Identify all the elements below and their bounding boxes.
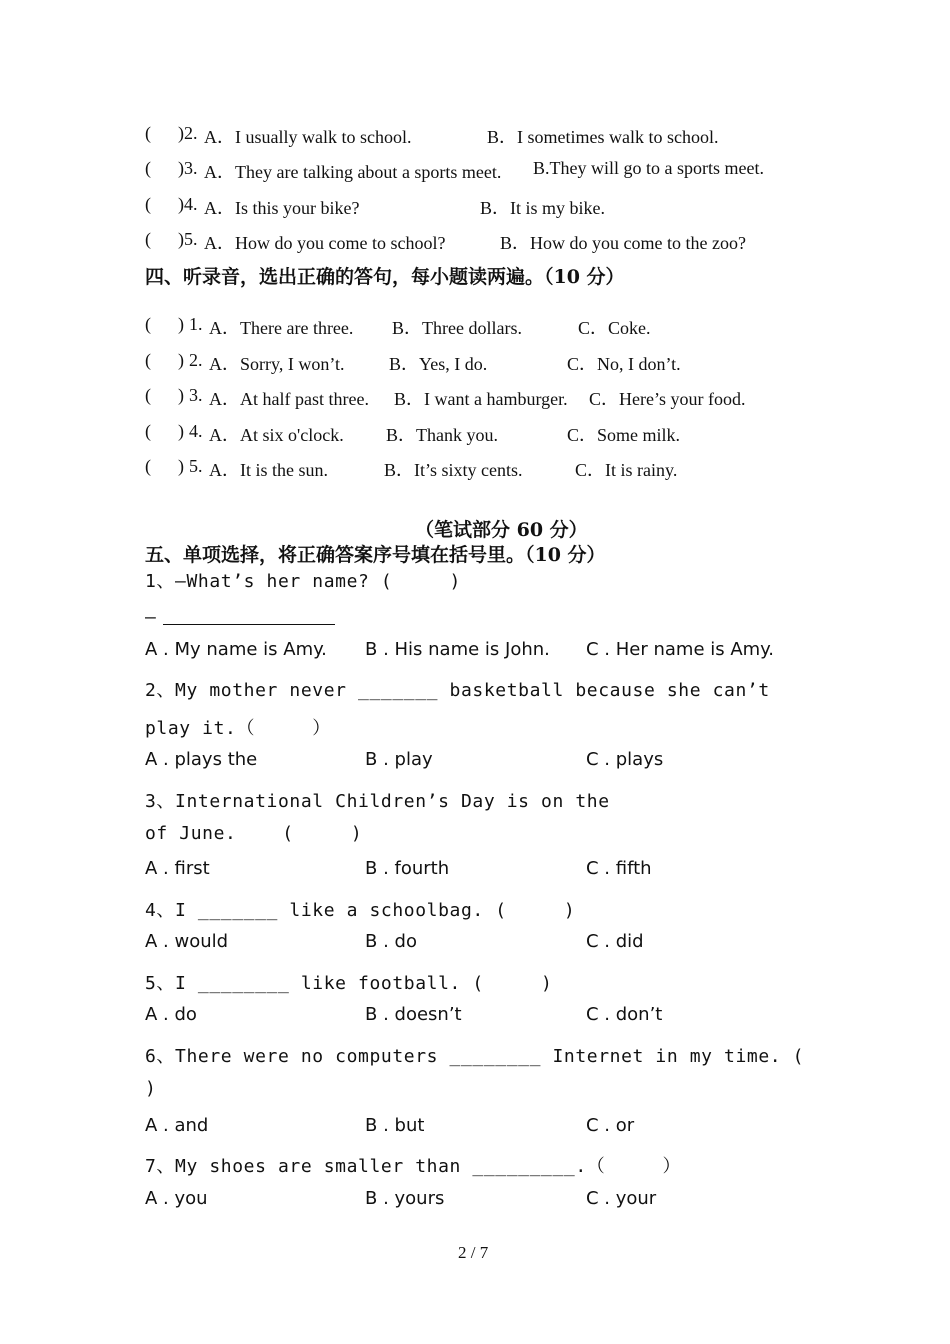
question-5-text: 5、I ________ like football. ( )	[145, 973, 553, 994]
answer-paren[interactable]: ( )	[145, 194, 184, 214]
option-a: A．Is this your bike?	[204, 198, 360, 218]
option-b: B．Yes, I do.	[389, 354, 488, 374]
answer-blank-line[interactable]	[163, 624, 335, 625]
page-number: 2 / 7	[458, 1243, 489, 1262]
question-1-text: 1、—What’s her name? ( )	[145, 571, 461, 592]
q6-option-a: A . and	[145, 1115, 209, 1136]
answer-paren[interactable]: ( )	[145, 456, 184, 476]
q6-option-c: C . or	[586, 1115, 635, 1136]
option-a: A．At half past three.	[209, 389, 369, 409]
item-number: 4.	[184, 194, 198, 214]
item-number: 5.	[184, 229, 198, 249]
q3-option-c: C . fifth	[586, 858, 652, 879]
option-c: C．Coke.	[578, 318, 651, 338]
question-1-dash: —	[145, 607, 157, 628]
option-c: C．It is rainy.	[575, 460, 678, 480]
answer-paren[interactable]: ( )	[145, 229, 184, 249]
item-number: 2.	[189, 350, 203, 370]
item-number: 2.	[184, 123, 198, 143]
item-number: 1.	[189, 314, 203, 334]
q2-option-a: A . plays the	[145, 749, 258, 770]
answer-paren[interactable]: ( )	[145, 350, 184, 370]
q7-option-a: A . you	[145, 1188, 208, 1209]
q7-option-b: B . yours	[365, 1188, 445, 1209]
q5-option-c: C . don’t	[586, 1004, 663, 1025]
option-b: B.They will go to a sports meet.	[533, 158, 764, 178]
q4-option-b: B . do	[365, 931, 417, 952]
question-6-text-cont: )	[145, 1078, 157, 1099]
question-4-text: 4、I _______ like a schoolbag. ( )	[145, 900, 576, 921]
item-number: 4.	[189, 421, 203, 441]
option-c: C．No, I don’t.	[567, 354, 681, 374]
q2-option-b: B . play	[365, 749, 433, 770]
question-2-text: 2、My mother never _______ basketball because she can’t	[145, 680, 770, 701]
q3-option-b: B . fourth	[365, 858, 450, 879]
option-b: B．It is my bike.	[480, 198, 605, 218]
question-6-text: 6、There were no computers ________ Internet in my time. (	[145, 1046, 805, 1067]
q2-option-c: C . plays	[586, 749, 664, 770]
q1-option-a: A . My name is Amy.	[145, 639, 327, 660]
q5-option-b: B . doesn’t	[365, 1004, 462, 1025]
q1-option-c: C . Her name is Amy.	[586, 639, 774, 660]
answer-paren[interactable]: ( )	[145, 158, 184, 178]
question-3-text: 3、International Children’s Day is on the	[145, 791, 610, 812]
item-number: 3.	[189, 385, 203, 405]
written-part-title: （笔试部分 60 分）	[415, 519, 588, 541]
option-a: A．Sorry, I won’t.	[209, 354, 345, 374]
item-number: 5.	[189, 456, 203, 476]
question-3-text-cont: of June. ( )	[145, 823, 363, 844]
option-a: A．At six o'clock.	[209, 425, 344, 445]
option-b: B．Three dollars.	[392, 318, 522, 338]
item-number: 3.	[184, 158, 198, 178]
option-a: A．There are three.	[209, 318, 354, 338]
section5-heading: 五、单项选择，将正确答案序号填在括号里。（10 分）	[145, 544, 606, 566]
option-b: B．Thank you.	[386, 425, 498, 445]
option-b: B．It’s sixty cents.	[384, 460, 523, 480]
option-a: A．It is the sun.	[209, 460, 328, 480]
q4-option-a: A . would	[145, 931, 229, 952]
option-b: B．I want a hamburger.	[394, 389, 568, 409]
q4-option-c: C . did	[586, 931, 644, 952]
q7-option-c: C . your	[586, 1188, 657, 1209]
question-7-text: 7、My shoes are smaller than _________.（ ）	[145, 1156, 682, 1177]
question-2-text-cont: play it.（ ）	[145, 718, 331, 739]
answer-paren[interactable]: ( )	[145, 314, 184, 334]
option-c: C．Some milk.	[567, 425, 681, 445]
answer-paren[interactable]: ( )	[145, 123, 184, 143]
section4-heading: 四、听录音，选出正确的答句，每小题读两遍。（10 分）	[145, 266, 625, 288]
q5-option-a: A . do	[145, 1004, 197, 1025]
q3-option-a: A . first	[145, 858, 210, 879]
answer-paren[interactable]: ( )	[145, 421, 184, 441]
option-b: B．I sometimes walk to school.	[487, 127, 719, 147]
answer-paren[interactable]: ( )	[145, 385, 184, 405]
option-a: A．How do you come to school?	[204, 233, 446, 253]
q1-option-b: B . His name is John.	[365, 639, 550, 660]
option-a: A．I usually walk to school.	[204, 127, 412, 147]
q6-option-b: B . but	[365, 1115, 425, 1136]
option-b: B．How do you come to the zoo?	[500, 233, 746, 253]
option-a: A．They are talking about a sports meet.	[204, 162, 502, 182]
option-c: C．Here’s your food.	[589, 389, 746, 409]
